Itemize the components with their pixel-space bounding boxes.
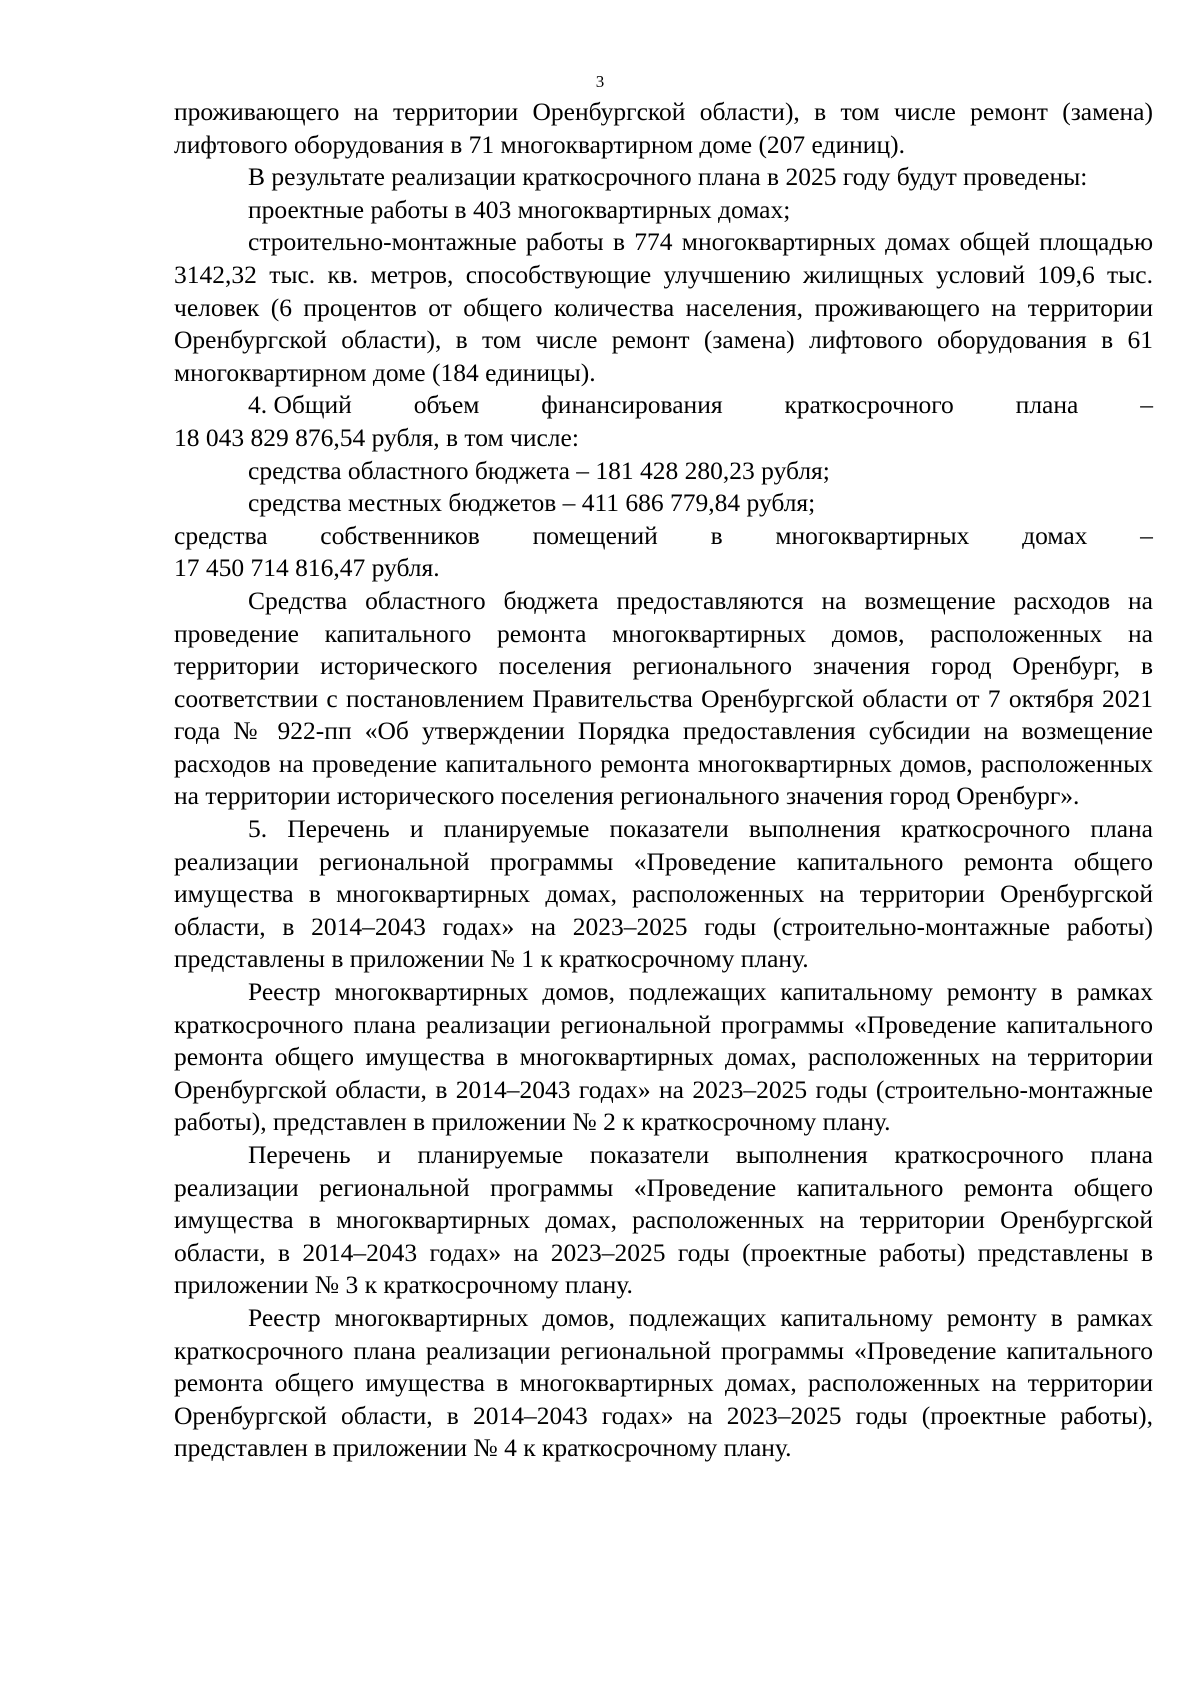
- paragraph-item-5: 5. Перечень и планируемые показатели выполнения краткосрочного плана реализации региональной программы «Проведение капитального ремонта общего имущества в многоквартирных домах, расположенных на территории Оренбургской области, в 2014–2043 годах» на 2023–2025 годы (строительно-монтажные работы) представлены в приложении № 1 к краткосрочному плану.: [174, 814, 1153, 974]
- paragraph-continuation: проживающего на территории Оренбургской области), в том числе ремонт (замена) лифтового оборудования в 71 многоквартирном доме (207 единиц).: [174, 97, 1153, 159]
- paragraph-regional-budget: средства областного бюджета – 181 428 280,23 рубля;: [248, 455, 830, 485]
- paragraph-registry-construction: Реестр многоквартирных домов, подлежащих капитальному ремонту в рамках краткосрочного плана реализации региональной программы «Проведение капитального ремонта общего имущества в многоквартирных домах, расположенных на территории Оренбургской области, в 2014–2043 годах» на 2023–2025 годы (строительно-монтажные работы), представлен в приложении № 2 к краткосрочному плану.: [174, 977, 1153, 1137]
- paragraph-regional-budget-purpose: Средства областного бюджета предоставляются на возмещение расходов на проведение капитального ремонта многоквартирных домов, расположенных на территории исторического поселения регионального значения город Оренбург, в соответствии с постановлением Правительства Оренбургской области от 7 октября 2021 года № 922-пп «Об утверждении Порядка предоставления субсидии на возмещение расходов на проведение капитального ремонта многоквартирных домов, расположенных на территории исторического поселения регионального значения город Оренбург».: [174, 585, 1153, 811]
- word: средства: [174, 520, 268, 550]
- word: финансирования: [541, 390, 723, 420]
- paragraph-construction-works: строительно-монтажные работы в 774 многоквартирных домах общей площадью 3142,32 тыс. кв. метров, способствующие улучшению жилищных условий 109,6 тыс. человек (6 процентов от общего количества населения, проживающего на территории Оренбургской области), в том числе ремонт (замена) лифтового оборудования в 61 многоквартирном доме (184 единицы).: [174, 227, 1153, 387]
- paragraph-design-works: проектные работы в 403 многоквартирных домах;: [248, 194, 791, 224]
- paragraph-registry-design: Реестр многоквартирных домов, подлежащих капитальному ремонту в рамках краткосрочного плана реализации региональной программы «Проведение капитального ремонта общего имущества в многоквартирных домах, расположенных на территории Оренбургской области, в 2014–2043 годах» на 2023–2025 годы (проектные работы), представлен в приложении № 4 к краткосрочному плану.: [174, 1302, 1153, 1463]
- word: объем: [413, 390, 480, 420]
- word: –: [1140, 520, 1153, 550]
- paragraph-results-2025: В результате реализации краткосрочного плана в 2025 году будут проведены:: [248, 162, 1088, 192]
- word: собственников: [320, 520, 480, 550]
- word: краткосрочного: [784, 390, 954, 420]
- word: 4. Общий: [248, 390, 352, 420]
- paragraph-total-financing-line1: [174, 389, 1153, 422]
- paragraph-owners-funds-line2: 17 450 714 816,47 рубля.: [174, 553, 440, 583]
- word: плана: [1015, 390, 1079, 420]
- word: в: [710, 520, 723, 550]
- paragraph-list-design-works: Перечень и планируемые показатели выполнения краткосрочного плана реализации региональной программы «Проведение капитального ремонта общего имущества в многоквартирных домах, расположенных на территории Оренбургской области, в 2014–2043 годах» на 2023–2025 годы (проектные работы) представлены в приложении № 3 к краткосрочному плану.: [174, 1140, 1153, 1300]
- page-number: 3: [595, 72, 605, 91]
- word: домах: [1022, 520, 1088, 550]
- word: помещений: [532, 520, 658, 550]
- paragraph-owners-funds-line1: [174, 520, 1153, 553]
- paragraph-local-budgets: средства местных бюджетов – 411 686 779,84 рубля;: [248, 488, 816, 518]
- word: –: [1140, 390, 1153, 420]
- paragraph-total-financing-line2: 18 043 829 876,54 рубля, в том числе:: [174, 422, 579, 452]
- document-body: [174, 96, 1153, 1465]
- word: многоквартирных: [775, 520, 970, 550]
